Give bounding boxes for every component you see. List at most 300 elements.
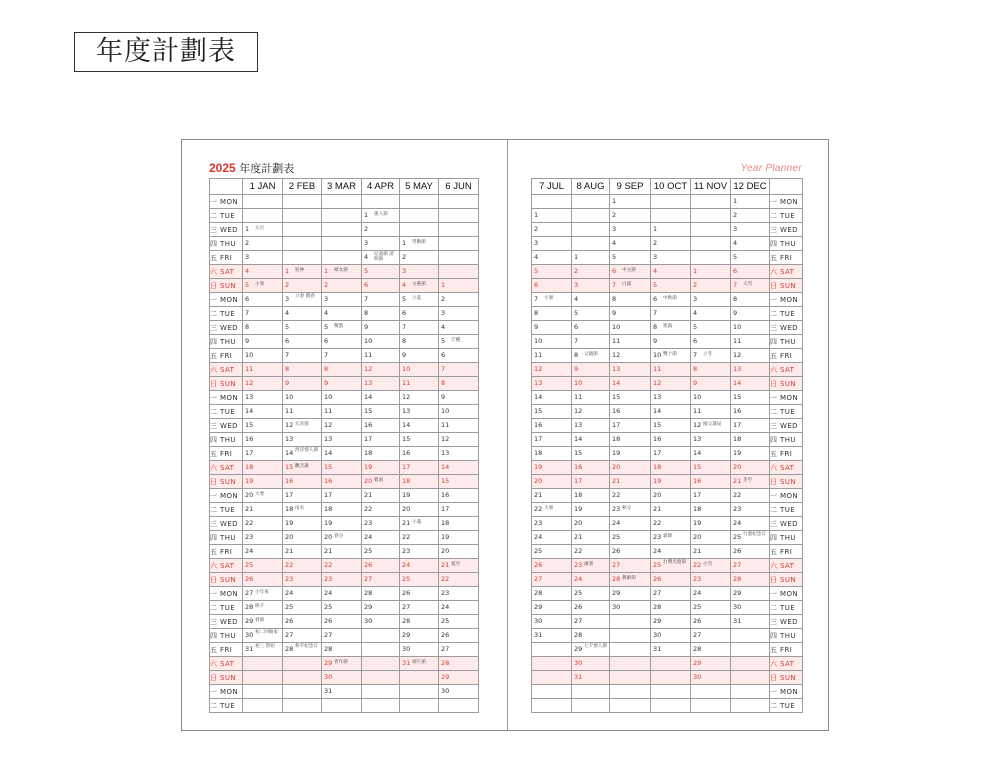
day-cell[interactable] [439, 601, 479, 615]
day-cell[interactable] [439, 307, 479, 321]
day-cell[interactable] [731, 573, 770, 587]
day-cell[interactable] [322, 419, 362, 433]
day-cell[interactable] [610, 531, 651, 545]
day-cell[interactable] [362, 209, 400, 223]
day-cell[interactable] [439, 489, 479, 503]
day-cell[interactable] [400, 545, 439, 559]
day-cell[interactable] [400, 657, 439, 671]
day-cell[interactable] [651, 293, 691, 307]
day-cell[interactable] [400, 447, 439, 461]
day-cell[interactable] [572, 615, 610, 629]
day-cell[interactable] [362, 531, 400, 545]
day-cell[interactable] [322, 657, 362, 671]
day-cell[interactable] [243, 265, 283, 279]
day-cell[interactable] [731, 251, 770, 265]
day-cell[interactable] [283, 517, 322, 531]
day-cell[interactable] [651, 601, 691, 615]
day-cell[interactable] [439, 293, 479, 307]
day-cell[interactable] [651, 419, 691, 433]
day-cell[interactable] [731, 321, 770, 335]
day-cell[interactable] [691, 377, 731, 391]
day-cell[interactable] [322, 489, 362, 503]
day-cell[interactable] [610, 251, 651, 265]
day-cell[interactable] [322, 265, 362, 279]
day-cell[interactable] [243, 531, 283, 545]
day-cell[interactable] [532, 531, 572, 545]
day-cell[interactable] [731, 419, 770, 433]
day-cell[interactable] [610, 293, 651, 307]
day-cell[interactable] [572, 419, 610, 433]
day-cell[interactable] [243, 321, 283, 335]
day-cell[interactable] [400, 573, 439, 587]
day-cell[interactable] [610, 391, 651, 405]
day-cell[interactable] [572, 377, 610, 391]
day-cell[interactable] [362, 503, 400, 517]
day-cell[interactable] [283, 643, 322, 657]
day-cell[interactable] [439, 279, 479, 293]
day-cell[interactable] [691, 391, 731, 405]
day-cell[interactable] [572, 503, 610, 517]
day-cell[interactable] [731, 545, 770, 559]
day-cell[interactable] [572, 251, 610, 265]
day-cell[interactable] [322, 279, 362, 293]
day-cell[interactable] [731, 447, 770, 461]
day-cell[interactable] [651, 573, 691, 587]
day-cell[interactable] [651, 643, 691, 657]
day-cell[interactable] [532, 363, 572, 377]
day-cell[interactable] [651, 447, 691, 461]
day-cell[interactable] [283, 489, 322, 503]
day-cell[interactable] [651, 223, 691, 237]
day-cell[interactable] [283, 559, 322, 573]
day-cell[interactable] [610, 517, 651, 531]
day-cell[interactable] [243, 545, 283, 559]
day-cell[interactable] [532, 419, 572, 433]
day-cell[interactable] [400, 237, 439, 251]
day-cell[interactable] [400, 517, 439, 531]
day-cell[interactable] [283, 461, 322, 475]
day-cell[interactable] [243, 391, 283, 405]
day-cell[interactable] [243, 573, 283, 587]
day-cell[interactable] [439, 405, 479, 419]
day-cell[interactable] [243, 223, 283, 237]
day-cell[interactable] [572, 321, 610, 335]
day-cell[interactable] [691, 279, 731, 293]
day-cell[interactable] [610, 209, 651, 223]
day-cell[interactable] [731, 349, 770, 363]
day-cell[interactable] [651, 517, 691, 531]
day-cell[interactable] [532, 391, 572, 405]
day-cell[interactable] [610, 265, 651, 279]
day-cell[interactable] [532, 573, 572, 587]
day-cell[interactable] [362, 433, 400, 447]
day-cell[interactable] [283, 349, 322, 363]
day-cell[interactable] [243, 643, 283, 657]
day-cell[interactable] [532, 251, 572, 265]
day-cell[interactable] [731, 391, 770, 405]
day-cell[interactable] [362, 489, 400, 503]
day-cell[interactable] [651, 377, 691, 391]
day-cell[interactable] [731, 223, 770, 237]
day-cell[interactable] [322, 587, 362, 601]
day-cell[interactable] [322, 601, 362, 615]
day-cell[interactable] [322, 433, 362, 447]
day-cell[interactable] [362, 307, 400, 321]
day-cell[interactable] [283, 279, 322, 293]
day-cell[interactable] [532, 223, 572, 237]
day-cell[interactable] [243, 251, 283, 265]
day-cell[interactable] [532, 237, 572, 251]
day-cell[interactable] [691, 531, 731, 545]
day-cell[interactable] [439, 433, 479, 447]
day-cell[interactable] [439, 461, 479, 475]
day-cell[interactable] [283, 433, 322, 447]
day-cell[interactable] [322, 685, 362, 699]
day-cell[interactable] [322, 671, 362, 685]
day-cell[interactable] [439, 587, 479, 601]
day-cell[interactable] [610, 545, 651, 559]
day-cell[interactable] [400, 377, 439, 391]
day-cell[interactable] [322, 643, 362, 657]
day-cell[interactable] [362, 349, 400, 363]
day-cell[interactable] [400, 531, 439, 545]
day-cell[interactable] [439, 685, 479, 699]
day-cell[interactable] [283, 419, 322, 433]
day-cell[interactable] [400, 643, 439, 657]
day-cell[interactable] [532, 587, 572, 601]
day-cell[interactable] [572, 629, 610, 643]
day-cell[interactable] [691, 265, 731, 279]
day-cell[interactable] [283, 587, 322, 601]
day-cell[interactable] [610, 601, 651, 615]
day-cell[interactable] [731, 237, 770, 251]
day-cell[interactable] [439, 657, 479, 671]
day-cell[interactable] [283, 629, 322, 643]
day-cell[interactable] [572, 447, 610, 461]
day-cell[interactable] [572, 559, 610, 573]
day-cell[interactable] [362, 461, 400, 475]
day-cell[interactable] [691, 671, 731, 685]
day-cell[interactable] [731, 279, 770, 293]
day-cell[interactable] [691, 545, 731, 559]
day-cell[interactable] [532, 335, 572, 349]
day-cell[interactable] [691, 321, 731, 335]
day-cell[interactable] [731, 489, 770, 503]
day-cell[interactable] [322, 615, 362, 629]
day-cell[interactable] [532, 433, 572, 447]
day-cell[interactable] [243, 419, 283, 433]
day-cell[interactable] [283, 265, 322, 279]
day-cell[interactable] [731, 601, 770, 615]
day-cell[interactable] [439, 531, 479, 545]
day-cell[interactable] [243, 377, 283, 391]
day-cell[interactable] [691, 573, 731, 587]
day-cell[interactable] [651, 265, 691, 279]
day-cell[interactable] [362, 363, 400, 377]
day-cell[interactable] [322, 363, 362, 377]
day-cell[interactable] [572, 643, 610, 657]
day-cell[interactable] [439, 349, 479, 363]
day-cell[interactable] [532, 349, 572, 363]
day-cell[interactable] [532, 447, 572, 461]
day-cell[interactable] [572, 531, 610, 545]
day-cell[interactable] [651, 391, 691, 405]
day-cell[interactable] [322, 321, 362, 335]
day-cell[interactable] [362, 251, 400, 265]
day-cell[interactable] [283, 293, 322, 307]
day-cell[interactable] [362, 223, 400, 237]
day-cell[interactable] [362, 419, 400, 433]
day-cell[interactable] [610, 461, 651, 475]
day-cell[interactable] [362, 279, 400, 293]
day-cell[interactable] [691, 363, 731, 377]
day-cell[interactable] [400, 321, 439, 335]
day-cell[interactable] [532, 293, 572, 307]
day-cell[interactable] [651, 335, 691, 349]
day-cell[interactable] [691, 503, 731, 517]
day-cell[interactable] [322, 559, 362, 573]
day-cell[interactable] [572, 601, 610, 615]
day-cell[interactable] [243, 293, 283, 307]
day-cell[interactable] [439, 377, 479, 391]
day-cell[interactable] [610, 419, 651, 433]
day-cell[interactable] [572, 461, 610, 475]
day-cell[interactable] [532, 209, 572, 223]
day-cell[interactable] [322, 545, 362, 559]
day-cell[interactable] [651, 279, 691, 293]
day-cell[interactable] [651, 349, 691, 363]
day-cell[interactable] [362, 517, 400, 531]
day-cell[interactable] [400, 335, 439, 349]
day-cell[interactable] [651, 475, 691, 489]
day-cell[interactable] [439, 615, 479, 629]
day-cell[interactable] [691, 475, 731, 489]
day-cell[interactable] [610, 335, 651, 349]
day-cell[interactable] [572, 265, 610, 279]
day-cell[interactable] [439, 419, 479, 433]
day-cell[interactable] [243, 489, 283, 503]
day-cell[interactable] [572, 671, 610, 685]
day-cell[interactable] [283, 615, 322, 629]
day-cell[interactable] [439, 321, 479, 335]
day-cell[interactable] [691, 335, 731, 349]
day-cell[interactable] [572, 657, 610, 671]
day-cell[interactable] [322, 531, 362, 545]
day-cell[interactable] [400, 419, 439, 433]
day-cell[interactable] [572, 545, 610, 559]
day-cell[interactable] [572, 405, 610, 419]
day-cell[interactable] [362, 615, 400, 629]
day-cell[interactable] [532, 489, 572, 503]
day-cell[interactable] [610, 223, 651, 237]
day-cell[interactable] [400, 489, 439, 503]
day-cell[interactable] [651, 615, 691, 629]
day-cell[interactable] [731, 531, 770, 545]
day-cell[interactable] [610, 559, 651, 573]
day-cell[interactable] [322, 391, 362, 405]
day-cell[interactable] [651, 237, 691, 251]
day-cell[interactable] [731, 405, 770, 419]
day-cell[interactable] [322, 517, 362, 531]
day-cell[interactable] [532, 279, 572, 293]
day-cell[interactable] [651, 321, 691, 335]
day-cell[interactable] [400, 559, 439, 573]
day-cell[interactable] [283, 475, 322, 489]
day-cell[interactable] [691, 419, 731, 433]
day-cell[interactable] [691, 517, 731, 531]
day-cell[interactable] [731, 433, 770, 447]
day-cell[interactable] [243, 307, 283, 321]
day-cell[interactable] [651, 489, 691, 503]
day-cell[interactable] [731, 209, 770, 223]
day-cell[interactable] [691, 461, 731, 475]
day-cell[interactable] [651, 307, 691, 321]
day-cell[interactable] [532, 265, 572, 279]
day-cell[interactable] [400, 629, 439, 643]
day-cell[interactable] [439, 475, 479, 489]
day-cell[interactable] [691, 447, 731, 461]
day-cell[interactable] [322, 293, 362, 307]
day-cell[interactable] [362, 265, 400, 279]
day-cell[interactable] [243, 475, 283, 489]
day-cell[interactable] [439, 363, 479, 377]
day-cell[interactable] [400, 587, 439, 601]
day-cell[interactable] [610, 195, 651, 209]
day-cell[interactable] [731, 559, 770, 573]
day-cell[interactable] [532, 461, 572, 475]
day-cell[interactable] [691, 349, 731, 363]
day-cell[interactable] [243, 237, 283, 251]
day-cell[interactable] [572, 489, 610, 503]
day-cell[interactable] [243, 587, 283, 601]
day-cell[interactable] [439, 643, 479, 657]
day-cell[interactable] [572, 293, 610, 307]
day-cell[interactable] [610, 349, 651, 363]
day-cell[interactable] [731, 587, 770, 601]
day-cell[interactable] [243, 503, 283, 517]
day-cell[interactable] [439, 517, 479, 531]
day-cell[interactable] [651, 559, 691, 573]
day-cell[interactable] [610, 321, 651, 335]
day-cell[interactable] [691, 307, 731, 321]
day-cell[interactable] [439, 629, 479, 643]
day-cell[interactable] [691, 405, 731, 419]
day-cell[interactable] [610, 279, 651, 293]
day-cell[interactable] [691, 615, 731, 629]
day-cell[interactable] [283, 573, 322, 587]
day-cell[interactable] [400, 503, 439, 517]
day-cell[interactable] [532, 559, 572, 573]
day-cell[interactable] [731, 517, 770, 531]
day-cell[interactable] [532, 503, 572, 517]
day-cell[interactable] [243, 279, 283, 293]
day-cell[interactable] [651, 251, 691, 265]
day-cell[interactable] [283, 307, 322, 321]
day-cell[interactable] [243, 363, 283, 377]
day-cell[interactable] [731, 307, 770, 321]
day-cell[interactable] [243, 447, 283, 461]
day-cell[interactable] [610, 307, 651, 321]
day-cell[interactable] [572, 475, 610, 489]
day-cell[interactable] [731, 503, 770, 517]
day-cell[interactable] [283, 363, 322, 377]
day-cell[interactable] [532, 307, 572, 321]
day-cell[interactable] [532, 615, 572, 629]
day-cell[interactable] [243, 461, 283, 475]
day-cell[interactable] [691, 657, 731, 671]
day-cell[interactable] [691, 643, 731, 657]
day-cell[interactable] [651, 363, 691, 377]
day-cell[interactable] [400, 615, 439, 629]
day-cell[interactable] [610, 377, 651, 391]
day-cell[interactable] [283, 503, 322, 517]
day-cell[interactable] [322, 503, 362, 517]
day-cell[interactable] [610, 573, 651, 587]
day-cell[interactable] [691, 587, 731, 601]
day-cell[interactable] [439, 503, 479, 517]
day-cell[interactable] [283, 601, 322, 615]
day-cell[interactable] [322, 377, 362, 391]
day-cell[interactable] [362, 601, 400, 615]
day-cell[interactable] [572, 573, 610, 587]
day-cell[interactable] [691, 559, 731, 573]
day-cell[interactable] [439, 545, 479, 559]
day-cell[interactable] [243, 433, 283, 447]
day-cell[interactable] [362, 237, 400, 251]
day-cell[interactable] [400, 265, 439, 279]
day-cell[interactable] [400, 475, 439, 489]
day-cell[interactable] [610, 587, 651, 601]
day-cell[interactable] [572, 433, 610, 447]
day-cell[interactable] [651, 531, 691, 545]
day-cell[interactable] [362, 293, 400, 307]
day-cell[interactable] [572, 517, 610, 531]
day-cell[interactable] [400, 363, 439, 377]
day-cell[interactable] [731, 377, 770, 391]
day-cell[interactable] [691, 293, 731, 307]
day-cell[interactable] [283, 377, 322, 391]
day-cell[interactable] [651, 545, 691, 559]
day-cell[interactable] [400, 461, 439, 475]
day-cell[interactable] [283, 391, 322, 405]
day-cell[interactable] [243, 629, 283, 643]
day-cell[interactable] [322, 349, 362, 363]
day-cell[interactable] [322, 307, 362, 321]
day-cell[interactable] [532, 629, 572, 643]
day-cell[interactable] [532, 321, 572, 335]
day-cell[interactable] [243, 601, 283, 615]
day-cell[interactable] [610, 489, 651, 503]
day-cell[interactable] [400, 405, 439, 419]
day-cell[interactable] [400, 307, 439, 321]
day-cell[interactable] [283, 447, 322, 461]
day-cell[interactable] [731, 335, 770, 349]
day-cell[interactable] [691, 601, 731, 615]
day-cell[interactable] [572, 307, 610, 321]
day-cell[interactable] [322, 405, 362, 419]
day-cell[interactable] [572, 349, 610, 363]
day-cell[interactable] [532, 545, 572, 559]
day-cell[interactable] [322, 629, 362, 643]
day-cell[interactable] [283, 321, 322, 335]
day-cell[interactable] [572, 335, 610, 349]
day-cell[interactable] [362, 545, 400, 559]
day-cell[interactable] [651, 587, 691, 601]
day-cell[interactable] [322, 447, 362, 461]
day-cell[interactable] [243, 517, 283, 531]
day-cell[interactable] [322, 461, 362, 475]
day-cell[interactable] [572, 587, 610, 601]
